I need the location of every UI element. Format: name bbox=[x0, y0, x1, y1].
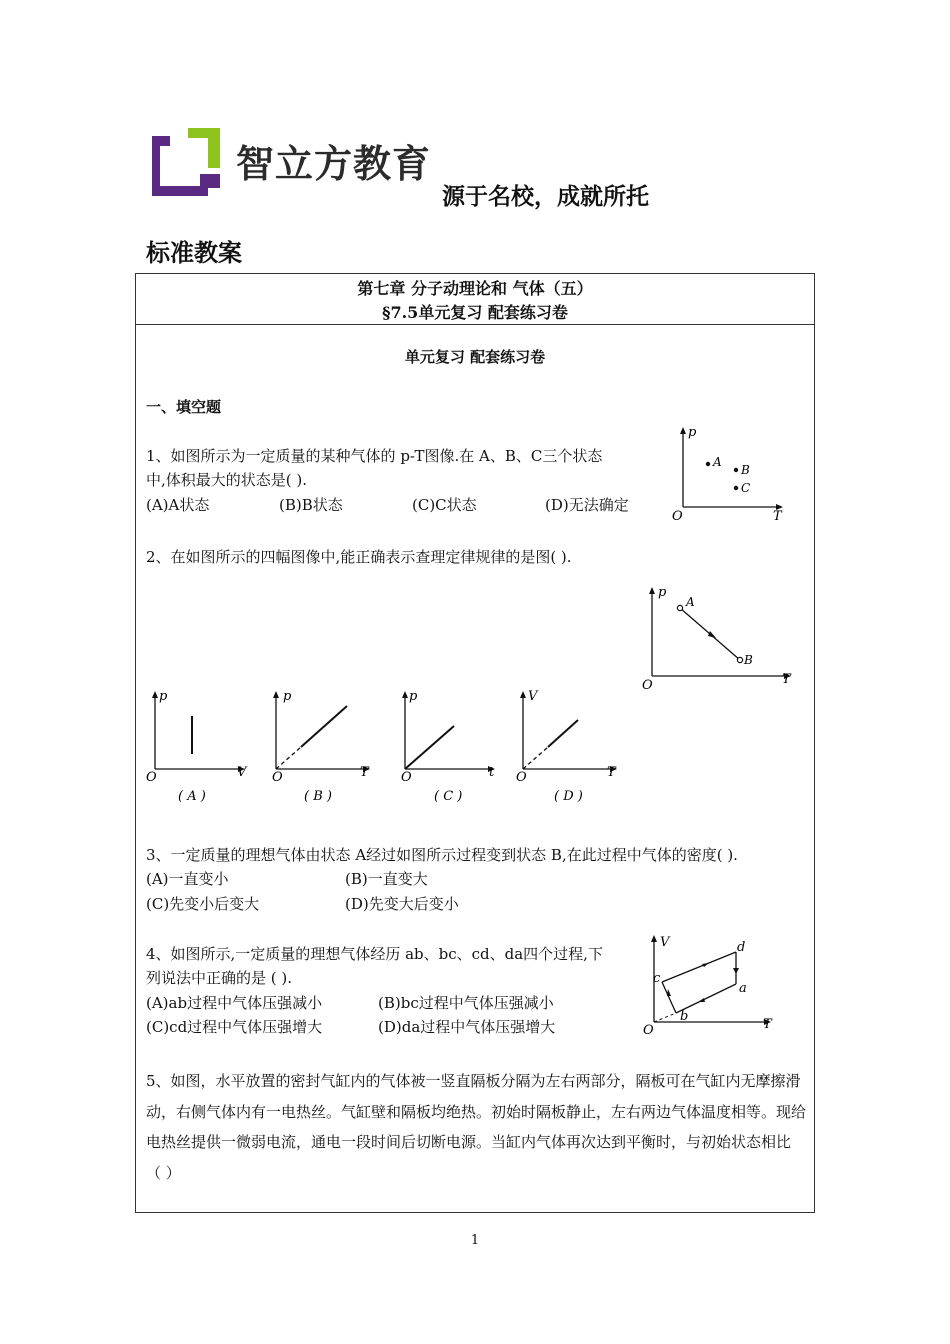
page-title bbox=[135, 277, 815, 325]
q3-origin: O bbox=[642, 678, 653, 692]
q4-x-label: T bbox=[763, 1017, 772, 1032]
page-number: 1 bbox=[470, 1233, 480, 1248]
q2b-x-label: T bbox=[360, 765, 369, 780]
q2-graph-a bbox=[142, 686, 252, 808]
q1-option-d: (D)无法确定 bbox=[545, 496, 629, 514]
q2d-origin: O bbox=[516, 770, 527, 785]
q1-line1: 1、如图所示为一定质量的某种气体的 p-T图像.在 A、B、C三个状态 bbox=[146, 447, 603, 465]
q4-vt-graph bbox=[640, 930, 780, 1038]
q1-label-c: C bbox=[741, 481, 751, 495]
q2a-x-label: V bbox=[237, 765, 247, 780]
q2-graph-b bbox=[263, 686, 378, 808]
q1-point-c bbox=[734, 486, 738, 490]
q1-option-a: (A)A状态 bbox=[146, 496, 210, 514]
q3-option-c: (C)先变小后变大 bbox=[146, 895, 260, 913]
q5-text: 5、如图，水平放置的密封气缸内的气体被一竖直隔板分隔为左右两部分，隔板可在气缸内无摩擦滑动，右侧气体内有一电热丝。气缸壁和隔板均绝热。初始时隔板静止，左右两边气体温度相等。现给电热丝提供一微弱电流，通电一段时间后切断电源。当缸内气体再次达到平衡时，与初始状态相比 （ ） bbox=[146, 1072, 807, 1182]
q2b-origin: O bbox=[272, 770, 283, 785]
section-heading: 一、填空题 bbox=[146, 398, 222, 416]
q2b-y-label: p bbox=[283, 689, 292, 704]
q2d-y-label: V bbox=[528, 689, 538, 704]
doc-type: 标准教案 bbox=[146, 239, 242, 267]
q2-graph-d bbox=[510, 686, 625, 808]
q2c-origin: O bbox=[401, 770, 412, 785]
brand-slogan: 源于名校，成就所托 bbox=[442, 184, 649, 210]
q4-label-b: b bbox=[680, 1009, 689, 1024]
q2-graph-c bbox=[392, 686, 504, 808]
q4-label-c: c bbox=[653, 971, 661, 986]
q1-label-a: A bbox=[713, 455, 722, 469]
q2a-y-label: p bbox=[159, 689, 168, 704]
q2a-caption: ( A ) bbox=[178, 789, 206, 804]
section-title: §7.5单元复习 配套练习卷 bbox=[382, 303, 568, 322]
q1-origin: O bbox=[672, 509, 683, 524]
q2d-x-label: T bbox=[607, 765, 616, 780]
q1-option-c: (C)C状态 bbox=[412, 496, 477, 514]
q2a-origin: O bbox=[146, 770, 157, 785]
q4-option-b: (B)bc过程中气体压强减小 bbox=[378, 994, 554, 1012]
q4-option-d: (D)da过程中气体压强增大 bbox=[378, 1018, 556, 1036]
brand-name: 智立方教育 bbox=[236, 142, 432, 186]
q3-option-a: (A)一直变小 bbox=[146, 870, 229, 888]
q2c-y-label: p bbox=[409, 689, 418, 704]
q1-x-label: T bbox=[773, 509, 782, 524]
q4-option-a: (A)ab过程中气体压强减小 bbox=[146, 994, 323, 1012]
q4-label-d: d bbox=[737, 940, 746, 955]
q4-line1: 4、如图所示,一定质量的理想气体经历 ab、bc、cd、da四个过程,下 bbox=[146, 945, 603, 963]
q4-label-a: a bbox=[739, 981, 747, 996]
q1-y-label: p bbox=[688, 425, 697, 440]
q3-x-label: T bbox=[782, 672, 791, 687]
q3-label-a: A bbox=[686, 595, 695, 609]
q3-point-a bbox=[677, 605, 682, 610]
q4-origin: O bbox=[643, 1023, 654, 1038]
subtitle: 单元复习 配套练习卷 bbox=[404, 348, 546, 366]
q3-option-b: (B)一直变大 bbox=[345, 870, 428, 888]
q4-option-c: (C)cd过程中气体压强增大 bbox=[146, 1018, 323, 1036]
q4-line2: 列说法中正确的是 ( ). bbox=[146, 969, 293, 987]
q3-option-d: (D)先变大后变小 bbox=[345, 895, 459, 913]
q3-pt-graph bbox=[638, 582, 800, 692]
q3-y-label: p bbox=[658, 585, 667, 600]
q1-point-b bbox=[734, 468, 738, 472]
q4-y-label: V bbox=[660, 935, 670, 950]
logo-mark-icon bbox=[148, 128, 220, 196]
q2b-caption: ( B ) bbox=[304, 789, 332, 804]
q1-option-b: (B)B状态 bbox=[279, 496, 343, 514]
q1-pt-graph bbox=[668, 422, 790, 524]
q1-point-a bbox=[706, 462, 710, 466]
q3-point-b bbox=[737, 657, 742, 662]
q2d-caption: ( D ) bbox=[554, 789, 583, 804]
q3-text: 3、一定质量的理想气体由状态 A经过如图所示过程变到状态 B,在此过程中气体的密度( ). bbox=[146, 846, 738, 864]
q3-label-b: B bbox=[744, 653, 753, 667]
q2c-x-label: t bbox=[489, 765, 495, 780]
q1-label-b: B bbox=[741, 463, 750, 477]
q2c-caption: ( C ) bbox=[434, 789, 463, 804]
q1-line2: 中,体积最大的状态是( ). bbox=[146, 471, 308, 489]
chapter-title: 第七章 分子动理论和 气体（五） bbox=[357, 279, 593, 298]
q2-text: 2、在如图所示的四幅图像中,能正确表示查理定律规律的是图( ). bbox=[146, 548, 572, 566]
